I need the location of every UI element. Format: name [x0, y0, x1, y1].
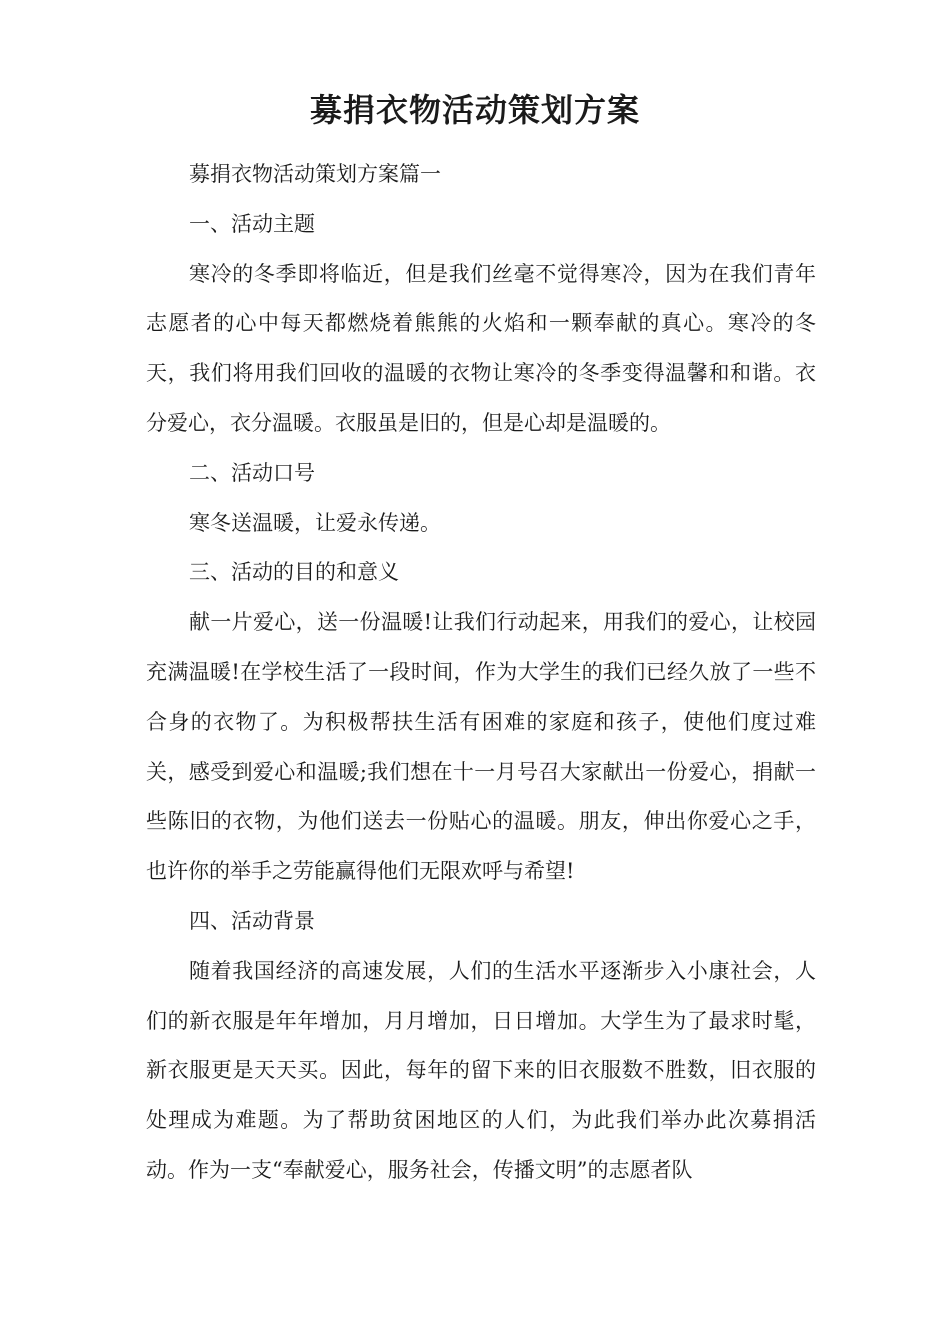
paragraph-theme: 寒冷的冬季即将临近，但是我们丝毫不觉得寒冷，因为在我们青年志愿者的心中每天都燃烧着熊熊的火焰和一颗奉献的真心。寒冷的冬天，我们将用我们回收的温暖的衣物让寒冷的冬季变得温馨和和谐。衣分爱心，衣分温暖。衣服虽是旧的，但是心却是温暖的。	[146, 261, 816, 435]
section-heading-slogan: 二、活动口号	[189, 460, 315, 485]
section-heading-theme: 一、活动主题	[189, 211, 315, 236]
paragraph-purpose: 献一片爱心，送一份温暖!让我们行动起来，用我们的爱心，让校园充满温暖!在学校生活了一段时间，作为大学生的我们已经久放了一些不合身的衣物了。为积极帮扶生活有困难的家庭和孩子，使他们度过难关，感受到爱心和温暖;我们想在十一月号召大家献出一份爱心，捐献一些陈旧的衣物，为他们送去一份贴心的温暖。朋友，伸出你爱心之手，也许你的举手之劳能赢得他们无限欢呼与希望!	[146, 610, 816, 884]
section-heading-subtitle: 募捐衣物活动策划方案篇一	[189, 162, 441, 186]
section-heading-background: 四、活动背景	[189, 908, 315, 933]
paragraph-background: 随着我国经济的高速发展，人们的生活水平逐渐步入小康社会，人们的新衣服是年年增加，月月增加，日日增加。大学生为了最求时髦，新衣服更是天天买。因此，每年的留下来的旧衣服数不胜数，旧衣服的处理成为难题。为了帮助贫困地区的人们，为此我们举办此次募捐活动。作为一支“奉献爱心，服务社会，传播文明”的志愿者队	[146, 958, 816, 1182]
paragraph-slogan: 寒冬送温暖，让爱永传递。	[189, 510, 441, 535]
section-heading-purpose: 三、活动的目的和意义	[189, 560, 399, 585]
document-body	[146, 150, 816, 1196]
document-title: 募捐衣物活动策划方案	[309, 91, 640, 129]
